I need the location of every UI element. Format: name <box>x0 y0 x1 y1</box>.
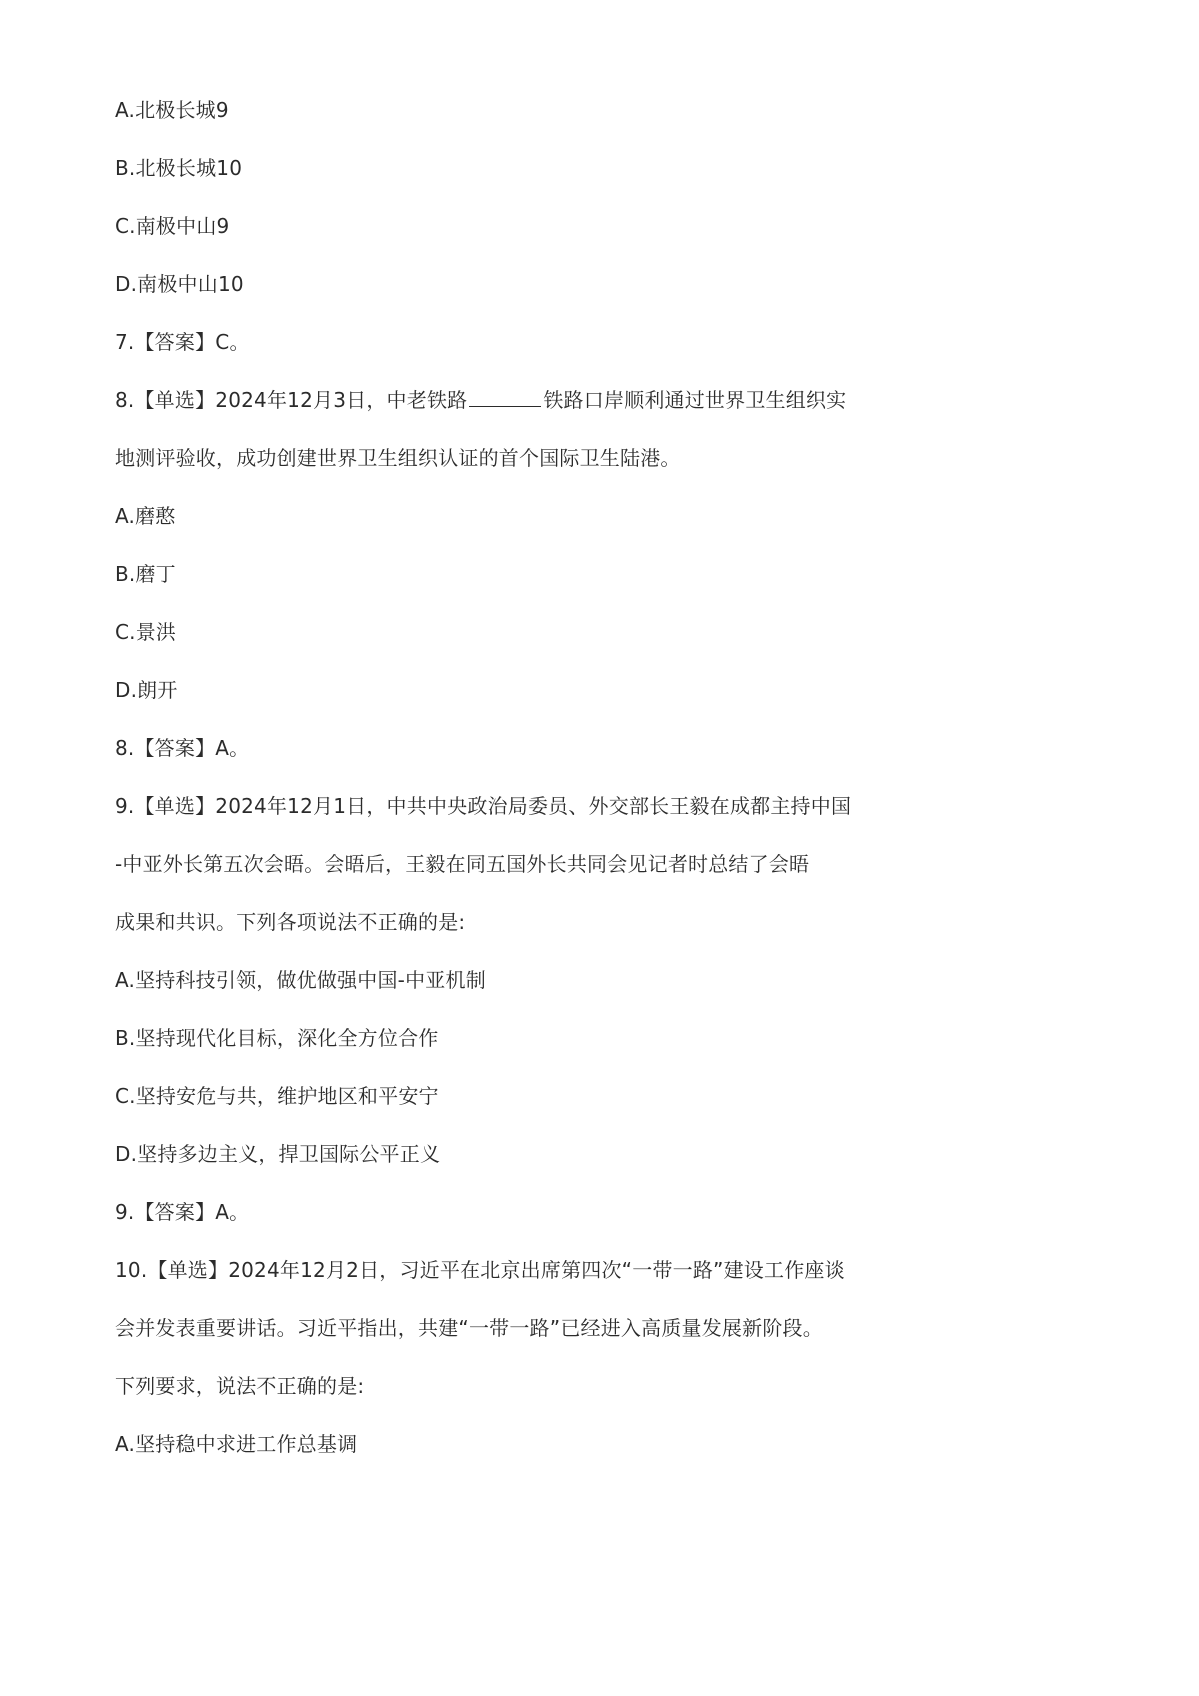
option-a-q8: A.磨憨 <box>115 504 176 528</box>
question-9-line-2: -中亚外长第五次会晤。会晤后，王毅在同五国外长共同会见记者时总结了会晤 <box>115 852 810 876</box>
option-d-q9: D.坚持多边主义，捍卫国际公平正义 <box>115 1142 441 1166</box>
option-a-q10: A.坚持稳中求进工作总基调 <box>115 1432 358 1456</box>
question-8-part-2: 铁路口岸顺利通过世界卫生组织实 <box>543 388 847 412</box>
option-d-q8: D.朗开 <box>115 678 178 702</box>
option-b-q9: B.坚持现代化目标，深化全方位合作 <box>115 1026 439 1050</box>
question-9-line-1: 9.【单选】2024年12月1日，中共中央政治局委员、外交部长王毅在成都主持中国 <box>115 794 852 818</box>
question-10-line-1: 10.【单选】2024年12月2日，习近平在北京出席第四次“一带一路”建设工作座谈 <box>115 1258 845 1282</box>
question-10-line-3: 下列要求，说法不正确的是: <box>115 1374 365 1398</box>
answer-q8: 8.【答案】A。 <box>115 736 250 760</box>
question-8-line-1 <box>115 386 846 414</box>
question-10-line-2: 会并发表重要讲话。习近平指出，共建“一带一路”已经进入高质量发展新阶段。 <box>115 1316 823 1340</box>
option-c-q6: C.南极中山9 <box>115 214 230 238</box>
option-c-q8: C.景洪 <box>115 620 177 644</box>
answer-q7: 7.【答案】C。 <box>115 330 250 354</box>
question-9-line-3: 成果和共识。下列各项说法不正确的是: <box>115 910 466 934</box>
question-8-line-2: 地测评验收，成功创建世界卫生组织认证的首个国际卫生陆港。 <box>115 446 681 470</box>
fill-in-blank <box>469 388 541 407</box>
option-b-q6: B.北极长城10 <box>115 156 243 180</box>
option-a-q6: A.北极长城9 <box>115 98 229 122</box>
option-b-q8: B.磨丁 <box>115 562 176 586</box>
question-8-part-1: 8.【单选】2024年12月3日，中老铁路 <box>115 388 468 412</box>
answer-q9: 9.【答案】A。 <box>115 1200 250 1224</box>
option-a-q9: A.坚持科技引领，做优做强中国-中亚机制 <box>115 968 486 992</box>
option-d-q6: D.南极中山10 <box>115 272 244 296</box>
option-c-q9: C.坚持安危与共，维护地区和平安宁 <box>115 1084 439 1108</box>
